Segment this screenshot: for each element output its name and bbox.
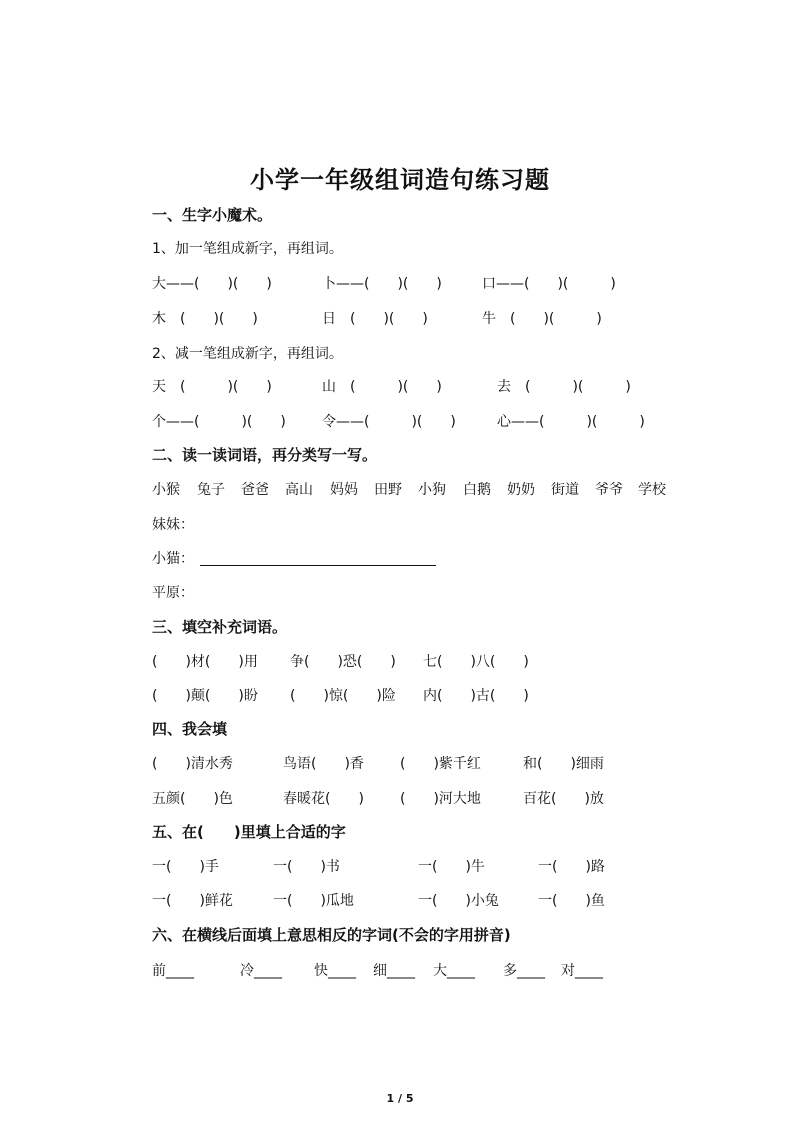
exercise-item: ( )惊( )险 [290,688,396,704]
category-label: 平原： [152,585,194,601]
s4-row [0,788,800,808]
exercise-item: 山 ( )( ) [322,379,442,395]
antonym-item: 大____ [433,963,475,979]
word-bank-item: 爷爷 [595,482,623,498]
section-3-heading: 三、填空补充词语。 [152,618,288,636]
word-bank-item: 小狗 [418,482,446,498]
section-2-heading: 二、读一读词语，再分类写一写。 [152,446,378,464]
s1-question-1: 1、加一笔组成新字，再组词。 [152,241,343,257]
s1-q1-row [0,308,800,328]
category-label: 妹妹： [152,517,194,533]
s3-row [0,651,800,671]
exercise-item: 春暖花( ) [283,791,364,807]
exercise-item: 争( )恐( ) [290,654,396,670]
exercise-item: ( )颠( )盼 [152,688,258,704]
category-label: 小猫： [152,551,194,567]
word-bank-item: 妈妈 [330,482,358,498]
exercise-item: 一( )鲜花 [152,893,233,909]
antonym-item: 细____ [373,963,415,979]
s3-row [0,685,800,705]
exercise-item: 和( )细雨 [523,756,604,772]
word-bank-item: 高山 [285,482,313,498]
antonym-item: 多____ [503,963,545,979]
exercise-item: 一( )瓜地 [273,893,354,909]
antonym-item: 对____ [561,963,603,979]
section-6-heading: 六、在横线后面填上意思相反的字词(不会的字用拼音) [152,926,511,944]
exercise-item: 内( )古( ) [423,688,529,704]
exercise-item: 木 ( )( ) [152,311,258,327]
exercise-item: ( )河大地 [400,791,481,807]
page-number: 1 / 5 [386,1092,414,1105]
exercise-item: 口——( )( ) [482,276,616,292]
word-bank [0,479,800,499]
section-5-heading: 五、在( )里填上合适的字 [152,823,346,841]
word-bank-item: 小猴 [152,482,180,498]
s1-q2-row [0,376,800,396]
word-bank-item: 奶奶 [507,482,535,498]
s1-q2-row [0,411,800,431]
answer-line [200,565,436,566]
s5-row [0,890,800,910]
exercise-item: 一( )手 [152,859,219,875]
exercise-item: ( )清水秀 [152,756,233,772]
word-bank-item: 田野 [374,482,402,498]
s5-row [0,856,800,876]
exercise-item: 一( )书 [273,859,340,875]
s1-q1-row [0,273,800,293]
exercise-item: 令——( )( ) [322,414,456,430]
antonym-item: 冷____ [240,963,282,979]
word-bank-item: 兔子 [197,482,225,498]
antonym-item: 前____ [152,963,194,979]
s4-row [0,753,800,773]
exercise-item: 一( )鱼 [538,893,605,909]
exercise-item: 一( )路 [538,859,605,875]
word-bank-item: 街道 [551,482,579,498]
s6-row [0,960,800,980]
exercise-item: 心——( )( ) [497,414,645,430]
exercise-item: 牛 ( )( ) [482,311,602,327]
section-1-heading: 一、生字小魔术。 [152,206,273,224]
exercise-item: 去 ( )( ) [497,379,631,395]
exercise-item: 个——( )( ) [152,414,286,430]
exercise-item: 天 ( )( ) [152,379,272,395]
exercise-item: 一( )牛 [418,859,485,875]
section-4-heading: 四、我会填 [152,720,228,738]
exercise-item: 五颜( )色 [152,791,233,807]
exercise-item: ( )材( )用 [152,654,258,670]
exercise-item: 日 ( )( ) [322,311,428,327]
exercise-item: 大——( )( ) [152,276,272,292]
word-bank-item: 白鹅 [463,482,491,498]
exercise-item: 卜——( )( ) [322,276,442,292]
s1-question-2: 2、减一笔组成新字，再组词。 [152,346,343,362]
word-bank-item: 爸爸 [241,482,269,498]
exercise-item: 一( )小兔 [418,893,499,909]
exercise-item: ( )紫千红 [400,756,481,772]
word-bank-item: 学校 [638,482,666,498]
exercise-item: 鸟语( )香 [283,756,364,772]
exercise-item: 百花( )放 [523,791,604,807]
exercise-item: 七( )八( ) [423,654,529,670]
page-title: 小学一年级组词造句练习题 [250,166,550,194]
antonym-item: 快____ [314,963,356,979]
